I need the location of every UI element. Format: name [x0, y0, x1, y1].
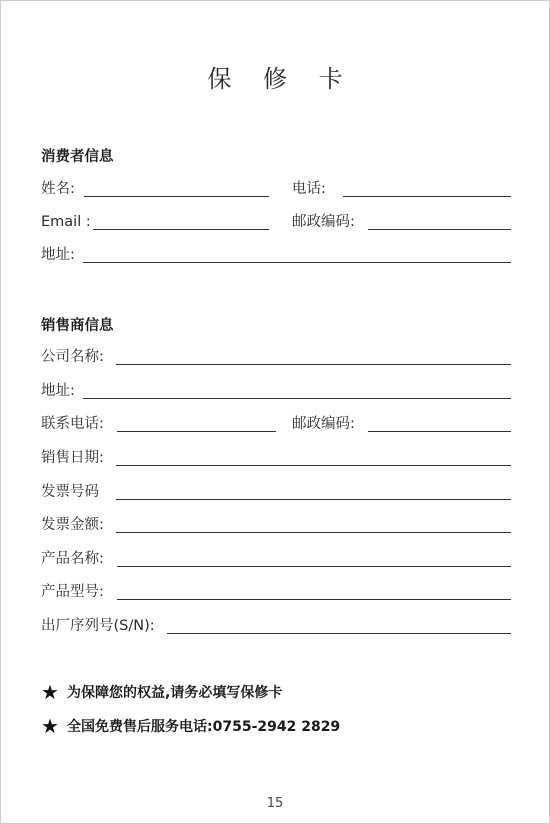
- invoice-number-field-line: [116, 499, 511, 500]
- consumer-name-phone-row: [41, 179, 511, 199]
- consumer-email-postcode-row: [41, 212, 511, 232]
- serial-number-row: [41, 616, 511, 636]
- invoice-amount-label: 发票金额:: [41, 517, 104, 533]
- contact-phone-field-line: [117, 431, 276, 432]
- invoice-amount-row: [41, 515, 511, 535]
- serial-number-field-line: [167, 633, 511, 634]
- product-name-row: [41, 549, 511, 569]
- name-field-line: [84, 196, 269, 197]
- email-label: Email :: [41, 214, 91, 230]
- dealer-info-heading: 销售商信息: [41, 318, 114, 334]
- product-name-label: 产品名称:: [41, 551, 104, 567]
- dealer-phone-postcode-row: [41, 414, 511, 434]
- dealer-postcode-label: 邮政编码:: [292, 416, 355, 432]
- dealer-address-label: 地址:: [41, 383, 75, 399]
- name-label: 姓名:: [41, 181, 75, 197]
- company-name-label: 公司名称:: [41, 349, 104, 365]
- page-number: 15: [266, 796, 284, 811]
- product-name-field-line: [117, 566, 511, 567]
- address-field-line: [83, 262, 511, 263]
- invoice-amount-field-line: [116, 532, 511, 533]
- fill-card-note-text: 为保障您的权益,请务必填写保修卡: [67, 685, 283, 701]
- phone-field-line: [343, 196, 511, 197]
- sale-date-row: [41, 448, 511, 468]
- company-name-field-line: [116, 364, 511, 365]
- dealer-address-field-line: [83, 398, 511, 399]
- service-hotline-text: 全国免费售后服务电话:0755-2942 2829: [67, 719, 341, 735]
- product-model-label: 产品型号:: [41, 584, 104, 600]
- product-model-field-line: [117, 599, 511, 600]
- email-field-line: [93, 229, 269, 230]
- sale-date-label: 销售日期:: [41, 450, 104, 466]
- fill-card-note: [41, 682, 282, 703]
- product-model-row: [41, 582, 511, 602]
- star-icon: ★: [41, 714, 59, 738]
- serial-number-label: 出厂序列号(S/N):: [41, 618, 155, 634]
- dealer-postcode-field-line: [368, 431, 511, 432]
- company-row: [41, 347, 511, 367]
- invoice-number-label: 发票号码: [41, 484, 99, 500]
- sale-date-field-line: [116, 465, 511, 466]
- service-hotline-note: [41, 716, 340, 737]
- postcode-label: 邮政编码:: [292, 214, 355, 230]
- star-icon: ★: [41, 680, 59, 704]
- invoice-number-row: [41, 482, 511, 502]
- contact-phone-label: 联系电话:: [41, 416, 104, 432]
- address-label: 地址:: [41, 247, 75, 263]
- postcode-field-line: [368, 229, 511, 230]
- phone-label: 电话:: [292, 181, 326, 197]
- consumer-address-row: [41, 245, 511, 265]
- dealer-address-row: [41, 381, 511, 401]
- consumer-info-heading: 消费者信息: [41, 149, 114, 165]
- page-title: 保 修 卡: [207, 65, 355, 93]
